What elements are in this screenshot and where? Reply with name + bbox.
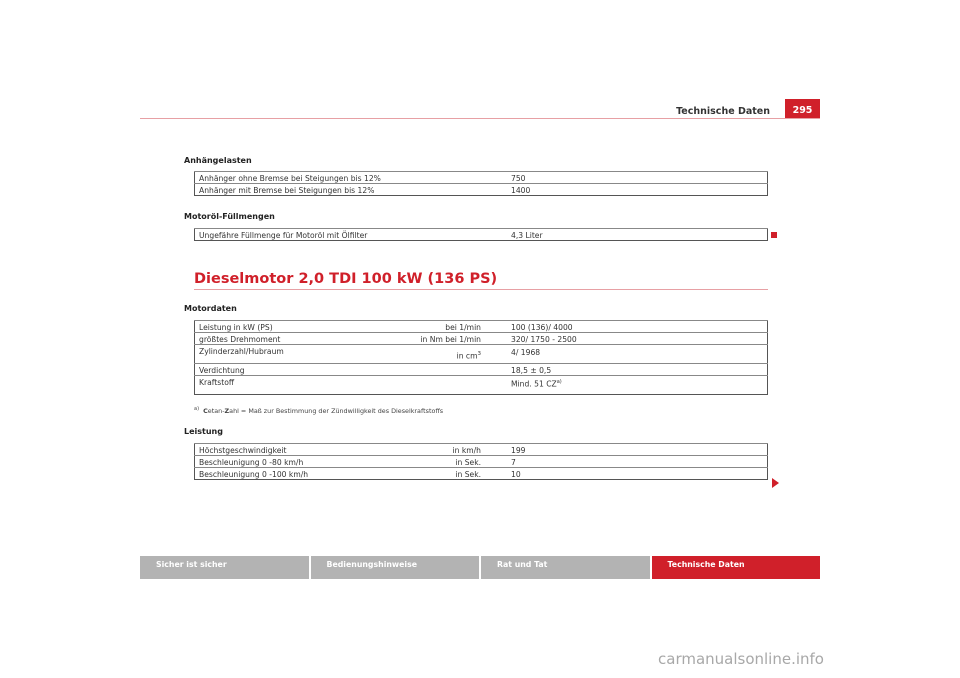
footnote-z: Z	[224, 407, 230, 416]
row-unit: in Sek.	[455, 470, 481, 479]
footnote	[194, 406, 443, 415]
section-end-marker	[771, 232, 777, 238]
oil-section-label: Motoröl-Füllmengen	[184, 212, 275, 221]
header-title: Technische Daten	[676, 106, 770, 117]
row-label: Anhänger ohne Bremse bei Steigungen bis 12%	[195, 172, 486, 184]
row-value: 7	[485, 456, 768, 468]
row-label: Verdichtung	[199, 366, 245, 375]
row-label: Zylinderzahl/Hubraum	[199, 347, 284, 356]
table-row	[195, 184, 768, 196]
row-label: Ungefähre Füllmenge für Motoröl mit Ölfilter	[195, 229, 486, 241]
table-row	[195, 456, 768, 468]
row-unit: in km/h	[452, 446, 481, 455]
footnote-marker: a)	[194, 406, 200, 412]
row-label: Beschleunigung 0 -100 km/h	[199, 470, 309, 479]
table-row	[195, 364, 768, 376]
row-value: 1400	[485, 184, 768, 196]
table-row	[195, 468, 768, 480]
heading-rule	[194, 289, 768, 290]
row-unit: in Sek.	[455, 458, 481, 467]
tab-rat-und-tat[interactable]: Rat und Tat	[481, 556, 650, 579]
performance-label: Leistung	[184, 427, 223, 436]
row-unit: bei 1/min	[445, 323, 481, 332]
footnote-mid: etan-	[207, 407, 225, 416]
page-number: 295	[785, 99, 820, 118]
trailer-table	[194, 171, 768, 196]
next-page-arrow-icon[interactable]	[772, 478, 779, 488]
row-label: Kraftstoff	[199, 378, 235, 387]
header-rule	[140, 118, 820, 119]
table-row	[195, 376, 768, 395]
table-row	[195, 229, 768, 241]
table-row	[195, 321, 768, 333]
unit-superscript: 3	[477, 351, 481, 357]
table-row	[195, 345, 768, 364]
table-row	[195, 444, 768, 456]
row-value: 10	[485, 468, 768, 480]
row-value: 100 (136)/ 4000	[485, 321, 768, 333]
row-value: 4,3 Liter	[485, 229, 768, 241]
table-row	[195, 333, 768, 345]
row-label: größtes Drehmoment	[199, 335, 281, 344]
performance-table	[194, 443, 768, 480]
watermark: carmanualsonline.info	[658, 650, 824, 668]
trailer-section-label: Anhängelasten	[184, 156, 252, 165]
row-label: Leistung in kW (PS)	[199, 323, 273, 332]
row-unit: in Nm bei 1/min	[420, 335, 481, 344]
table-row	[195, 172, 768, 184]
tab-sicher-ist-sicher[interactable]: Sicher ist sicher	[140, 556, 309, 579]
footnote-text: ahl = Maß zur Bestimmung der Zündwilligkeit des Dieselkraftstoffs	[229, 407, 444, 416]
motordata-table	[194, 320, 768, 395]
tab-technische-daten[interactable]: Technische Daten	[652, 556, 821, 579]
oil-table	[194, 228, 768, 241]
engine-heading: Dieselmotor 2,0 TDI 100 kW (136 PS)	[194, 271, 498, 287]
motordata-label: Motordaten	[184, 304, 237, 313]
footnote-c: C	[203, 407, 208, 416]
row-value: 18,5 ± 0,5	[485, 364, 768, 376]
row-value: 4/ 1968	[485, 345, 768, 364]
row-value: Mind. 51 CZ	[511, 379, 557, 389]
row-value: 750	[485, 172, 768, 184]
row-label: Beschleunigung 0 -80 km/h	[199, 458, 304, 467]
row-value: 320/ 1750 - 2500	[485, 333, 768, 345]
row-unit: in cm	[456, 351, 478, 361]
footnote-ref: a)	[556, 379, 562, 385]
bottom-nav	[140, 556, 820, 579]
row-value: 199	[485, 444, 768, 456]
tab-bedienungshinweise[interactable]: Bedienungshinweise	[311, 556, 480, 579]
row-label: Anhänger mit Bremse bei Steigungen bis 12%	[195, 184, 486, 196]
row-label: Höchstgeschwindigkeit	[199, 446, 287, 455]
